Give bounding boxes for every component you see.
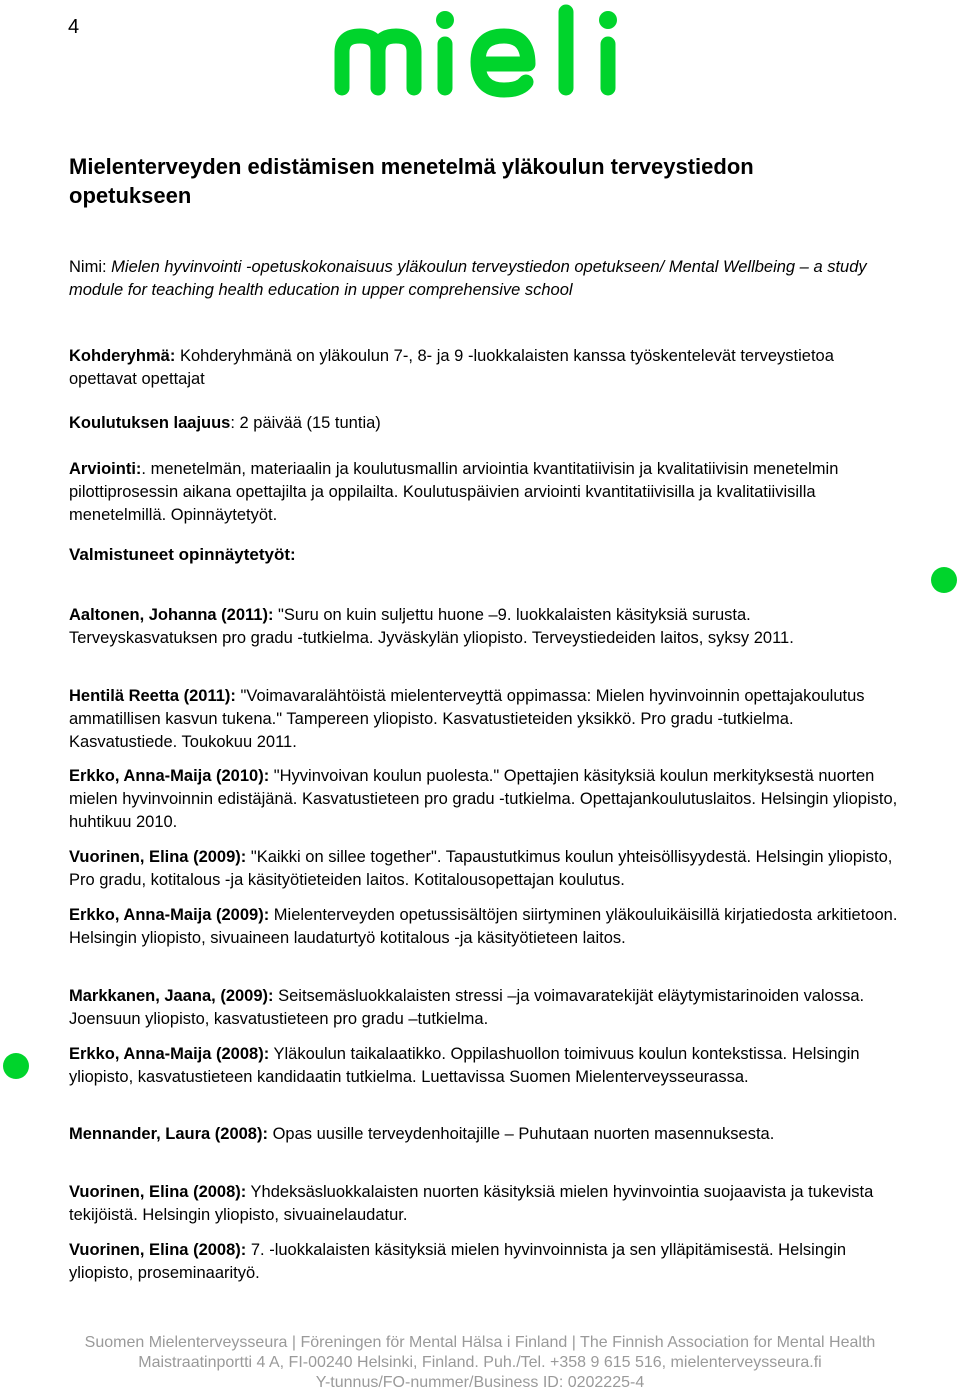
reference-item xyxy=(69,765,899,834)
reference-text: "Kaikki on sillee together". Tapaustutkimus koulun yhteisöllisyydestä. Helsingin yliopisto, Pro gradu, kotitalous -ja käsityötieteiden laitos. Kotitalousopettajan koulutus. xyxy=(69,848,893,889)
reference-author: Vuorinen, Elina (2008): xyxy=(69,1183,247,1201)
page-number: 4 xyxy=(68,16,80,38)
target-group-paragraph xyxy=(69,345,899,391)
evaluation-value: . menetelmän, materiaalin ja koulutusmallin arviointia kvantitatiivisin ja kvalitatiivisin menetelmin pilottiprosessin aikana opettajilta ja oppilailta. Koulutuspäivien arviointi kvantitatiivisilla ja kvalitatiivisilla menetelmillä. Opinnäytetyöt. xyxy=(69,460,839,524)
reference-item xyxy=(69,846,899,892)
target-group-value: Kohderyhmänä on yläkoulun 7-, 8- ja 9 -luokkalaisten kanssa työskentelevät terveystietoa opettavat opettajat xyxy=(69,347,834,388)
evaluation-label: Arviointi: xyxy=(69,460,142,478)
mieli-logo xyxy=(330,0,630,100)
reference-text: Opas uusille terveydenhoitajille – Puhutaan nuorten masennuksesta. xyxy=(267,1125,775,1143)
reference-item xyxy=(69,1181,899,1227)
scope-paragraph xyxy=(69,412,899,435)
target-group-label: Kohderyhmä: xyxy=(69,347,180,365)
green-dot-left xyxy=(3,1053,29,1079)
reference-author: Aaltonen, Johanna (2011): xyxy=(69,606,274,624)
reference-item xyxy=(69,1239,899,1285)
reference-text: "Voimavaralähtöistä mielenterveyttä oppimassa: Mielen hyvinvoinnin opettajakoulutus ammatillisen kasvun tukena." Tampereen yliopisto. Kasvatustieteiden yksikkö. Pro gradu -tutkielma. Kasvatustiede. Toukokuu 2011. xyxy=(69,687,865,751)
reference-author: Vuorinen, Elina (2008): xyxy=(69,1241,247,1259)
reference-item xyxy=(69,604,899,650)
reference-text: "Hyvinvoivan koulun puolesta." Opettajien käsityksiä koulun merkityksestä nuorten mielen hyvinvoinnin edistäjänä. Kasvatustieteen pro gradu -tutkielma. Opettajankoulutuslaitos. Helsingin yliopisto, huhtikuu 2010. xyxy=(69,767,898,831)
reference-item xyxy=(69,685,899,754)
reference-text: Yhdeksäsluokkalaisten nuorten käsityksiä mielen hyvinvointia suojaavista ja tukevista tekijöistä. Helsingin yliopisto, sivuainelaudatur. xyxy=(69,1183,874,1224)
reference-item xyxy=(69,1043,899,1089)
reference-item xyxy=(69,1123,899,1146)
green-dot-right xyxy=(931,567,957,593)
name-paragraph xyxy=(69,256,899,302)
name-label: Nimi: xyxy=(69,258,112,276)
reference-text: Seitsemäsluokkalaisten stressi –ja voimavaratekijät eläytymistarinoiden valossa. Joensuun yliopisto, kasvatustieteen pro gradu –tutkielma. xyxy=(69,987,865,1028)
reference-author: Hentilä Reetta (2011): xyxy=(69,687,236,705)
reference-author: Vuorinen, Elina (2009): xyxy=(69,848,247,866)
reference-author: Erkko, Anna-Maija (2008): xyxy=(69,1045,270,1063)
footer-address: Maistraatinportti 4 A, FI-00240 Helsinki, Finland. Puh./Tel. +358 9 615 516, mielenterveysseura.fi xyxy=(138,1354,822,1371)
scope-label: Koulutuksen laajuus xyxy=(69,414,231,432)
reference-author: Markkanen, Jaana, (2009): xyxy=(69,987,274,1005)
footer-organization: Suomen Mielenterveysseura | Föreningen för Mental Hälsa i Finland | The Finnish Association for Mental Health xyxy=(84,1334,876,1351)
footer-business-id: Y-tunnus/FO-nummer/Business ID: 0202225-4 xyxy=(315,1374,645,1391)
reference-text: "Suru on kuin suljettu huone –9. luokkalaisten käsityksiä surusta. Terveyskasvatuksen pro gradu -tutkielma. Jyväskylän yliopisto. Terveystiedeiden laitos, syksy 2011. xyxy=(69,606,794,647)
reference-item xyxy=(69,985,899,1031)
reference-author: Erkko, Anna-Maija (2010): xyxy=(69,767,270,785)
name-value: Mielen hyvinvointi -opetuskokonaisuus yläkoulun terveystiedon opetukseen/ Mental Wellbeing – a study module for teaching health education in upper comprehensive school xyxy=(69,258,867,299)
footer xyxy=(0,1333,960,1393)
theses-heading: Valmistuneet opinnäytetyöt: xyxy=(69,545,296,564)
reference-text: Yläkoulun taikalaatikko. Oppilashuollon toimivuus koulun kontekstissa. Helsingin yliopisto, kasvatustieteen kandidaatin tutkielma. Luettavissa Suomen Mielenterveysseurassa. xyxy=(69,1045,860,1086)
reference-author: Mennander, Laura (2008): xyxy=(69,1125,268,1143)
evaluation-paragraph xyxy=(69,458,899,527)
reference-text: 7. -luokkalaisten käsityksiä mielen hyvinvoinnista ja sen ylläpitämisestä. Helsingin yliopisto, proseminaarityö. xyxy=(69,1241,847,1282)
scope-value: : 2 päivää (15 tuntia) xyxy=(230,414,381,432)
reference-item xyxy=(69,904,899,950)
document-title: Mielenterveyden edistämisen menetelmä yläkoulun terveystiedon opetukseen xyxy=(69,154,754,208)
reference-text: Mielenterveyden opetussisältöjen siirtyminen yläkouluikäisillä kirjatiedosta arkitietoon. Helsingin yliopisto, sivuaineen laudaturtyö kotitalous -ja käsityötieteen laitos. xyxy=(69,906,898,947)
reference-author: Erkko, Anna-Maija (2009): xyxy=(69,906,270,924)
